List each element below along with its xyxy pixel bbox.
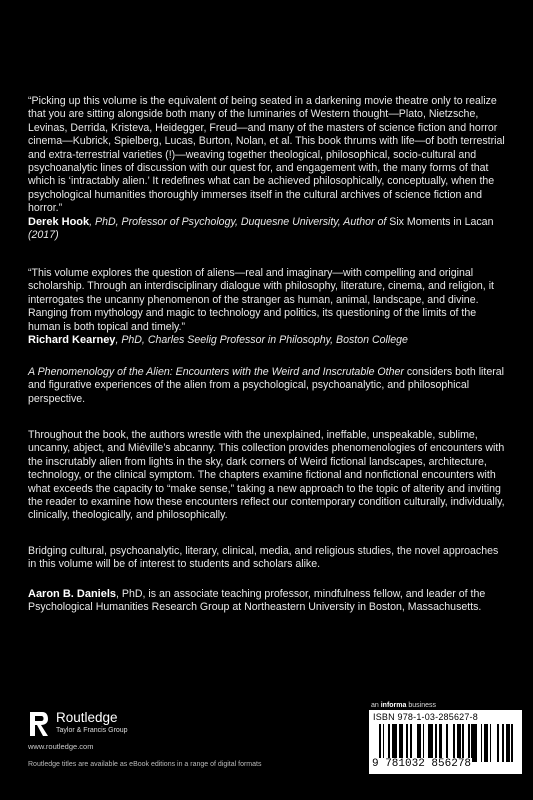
barcode-gap: [513, 724, 515, 762]
informa-prefix: an: [371, 702, 381, 709]
ebook-note: Routledge titles are available as eBook editions in a range of digital formats: [28, 761, 262, 768]
barcode-bars: [379, 724, 515, 762]
quote-affiliation: , PhD, Charles Seelig Professor in Philosophy, Boston College: [115, 334, 408, 347]
quote-author: Derek Hook: [28, 215, 90, 228]
quote-work: Six Moments in Lacan: [389, 215, 494, 228]
quote-year: (2017): [28, 229, 59, 242]
author-bio: [28, 588, 508, 615]
quote-text: “This volume explores the question of aliens—real and imaginary—with compelling and original scholarship. Through an interdisciplinary dialogue with philosophy, literature, cinema, and religion, it interrogates the uncanny phenomenon of the stranger as human, animal, landscape, and divine. Ranging from mythology and magic to technology and politics, its questioning of the limits of the human is both topical and timely.”: [28, 267, 494, 333]
author-name: Aaron B. Daniels: [28, 588, 117, 600]
description-paragraph-1: [28, 366, 508, 406]
informa-label: [371, 702, 436, 709]
informa-brand: informa: [380, 702, 407, 709]
isbn-label: ISBN 978-1-03-285627-8: [373, 712, 478, 722]
quote-author: Richard Kearney: [28, 334, 116, 347]
quote-affiliation: , PhD, Professor of Psychology, Duquesne University, Author of: [89, 215, 390, 228]
publisher-name: Routledge: [56, 710, 118, 725]
routledge-logo-icon: [28, 710, 50, 738]
quote-text: “Picking up this volume is the equivalent of being seated in a darkening movie theatre only to realize that you are sitting alongside both many of the luminaries of Western thought—Plato, Nietzsche, Levinas, Derrida, Kristeva, Heidegger, Freud—and many of the masters of science fiction and horror cinema—Kubrick, Spielberg, Lucas, Burton, Nolan, et al. This book thrums with life—of both terrestrial and extra-terrestrial varieties (!)—weaving together theological, philosophical, socio-cultural and psychoanalytic lines of discussion with our quest for, and engagement with, the many forms of that which is ‘intractably alien.’ It redefines what can be achieved philosophically, conceptually, when the psychological humanities thoroughly immerses itself in the cultural archives of science fiction and horror.”: [28, 95, 505, 215]
description-paragraph-2: Throughout the book, the authors wrestle with the unexplained, ineffable, unspeakable, sublime, uncanny, abject, and Miéville’s abcanny. This collection provides phenomenologies of encounters with the inscrutably alien from lights in the sky, dark corners of Weird fictional landscapes, architecture, technology, or the clinical symptom. The chapters examine fictional and nonfictional encounters with what exceeds the capacity to “make sense,” taking a new approach to the topic of alterity and inviting the reader to examine how these encounters reflect our contemporary condition culturally, individually, clinically, theologically, and philosophically.: [28, 429, 505, 522]
author-bio-text: , PhD, is an associate teaching professor, mindfulness fellow, and leader of the Psychological Humanities Research Group at Northeastern University in Boston, Massachusetts.: [28, 588, 486, 614]
publisher-url: www.routledge.com: [28, 742, 94, 751]
barcode-digit-text: 9 781032 856278: [372, 758, 472, 770]
publisher-group: Taylor & Francis Group: [56, 727, 128, 734]
praise-quote-hook: [28, 95, 508, 242]
informa-suffix: business: [406, 702, 436, 709]
barcode-digits: [371, 758, 521, 770]
book-title: A Phenomenology of the Alien: Encounters with the Weird and Inscrutable Other: [28, 366, 404, 378]
description-text: considers both literal and figurative experiences of the alien from a psychological, psychoanalytic, and philosophical perspective.: [28, 366, 505, 405]
barcode: [369, 710, 522, 774]
praise-quote-kearney: [28, 267, 508, 347]
description-paragraph-3: Bridging cultural, psychoanalytic, literary, clinical, media, and religious studies, the novel approaches in this volume will be of interest to students and scholars alike.: [28, 545, 499, 571]
